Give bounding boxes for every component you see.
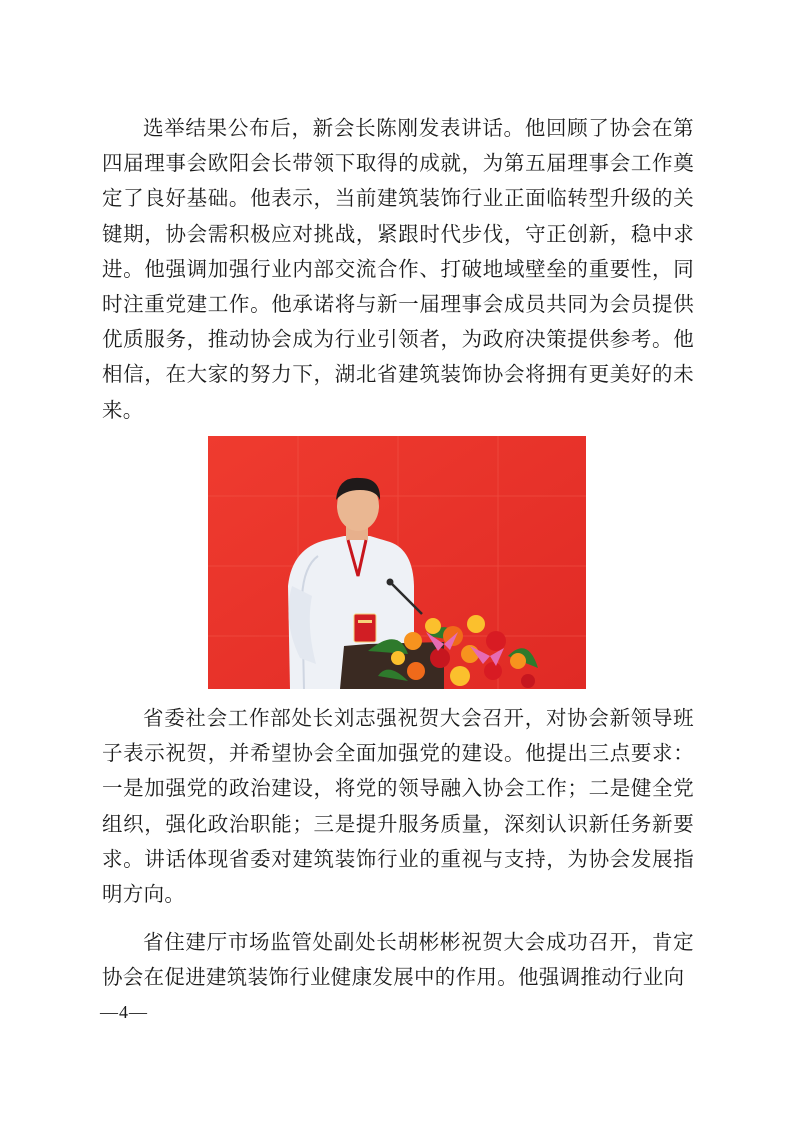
page-number: —4— xyxy=(100,1002,148,1022)
speaker-photo-illustration xyxy=(208,436,586,689)
speaker-photo xyxy=(208,436,586,689)
paragraph-2: 省委社会工作部处长刘志强祝贺大会召开，对协会新领导班子表示祝贺，并希望协会全面加强党的建设。他提出三点要求：一是加强党的政治建设，将党的领导融入协会工作；二是健全党组织，强化政治职能；三是提升服务质量，深刻认识新任务新要求。讲话体现省委对建筑装饰行业的重视与支持，为协会发展指明方向。 xyxy=(102,706,694,907)
paragraph-1: 选举结果公布后，新会长陈刚发表讲话。他回顾了协会在第四届理事会欧阳会长带领下取得的成就，为第五届理事会工作奠定了良好基础。他表示，当前建筑装饰行业正面临转型升级的关键期，协会需积极应对挑战，紧跟时代步伐，守正创新，稳中求进。他强调加强行业内部交流合作、打破地域壁垒的重要性，同时注重党建工作。他承诺将与新一届理事会成员共同为会员提供优质服务，推动协会成为行业引领者，为政府决策提供参考。他相信，在大家的努力下，湖北省建筑装饰协会将拥有更美好的未来。 xyxy=(102,116,694,422)
paragraph-3: 省住建厅市场监管处副处长胡彬彬祝贺大会成功召开，肯定协会在促进建筑装饰行业健康发展中的作用。他强调推动行业向 xyxy=(102,930,694,990)
